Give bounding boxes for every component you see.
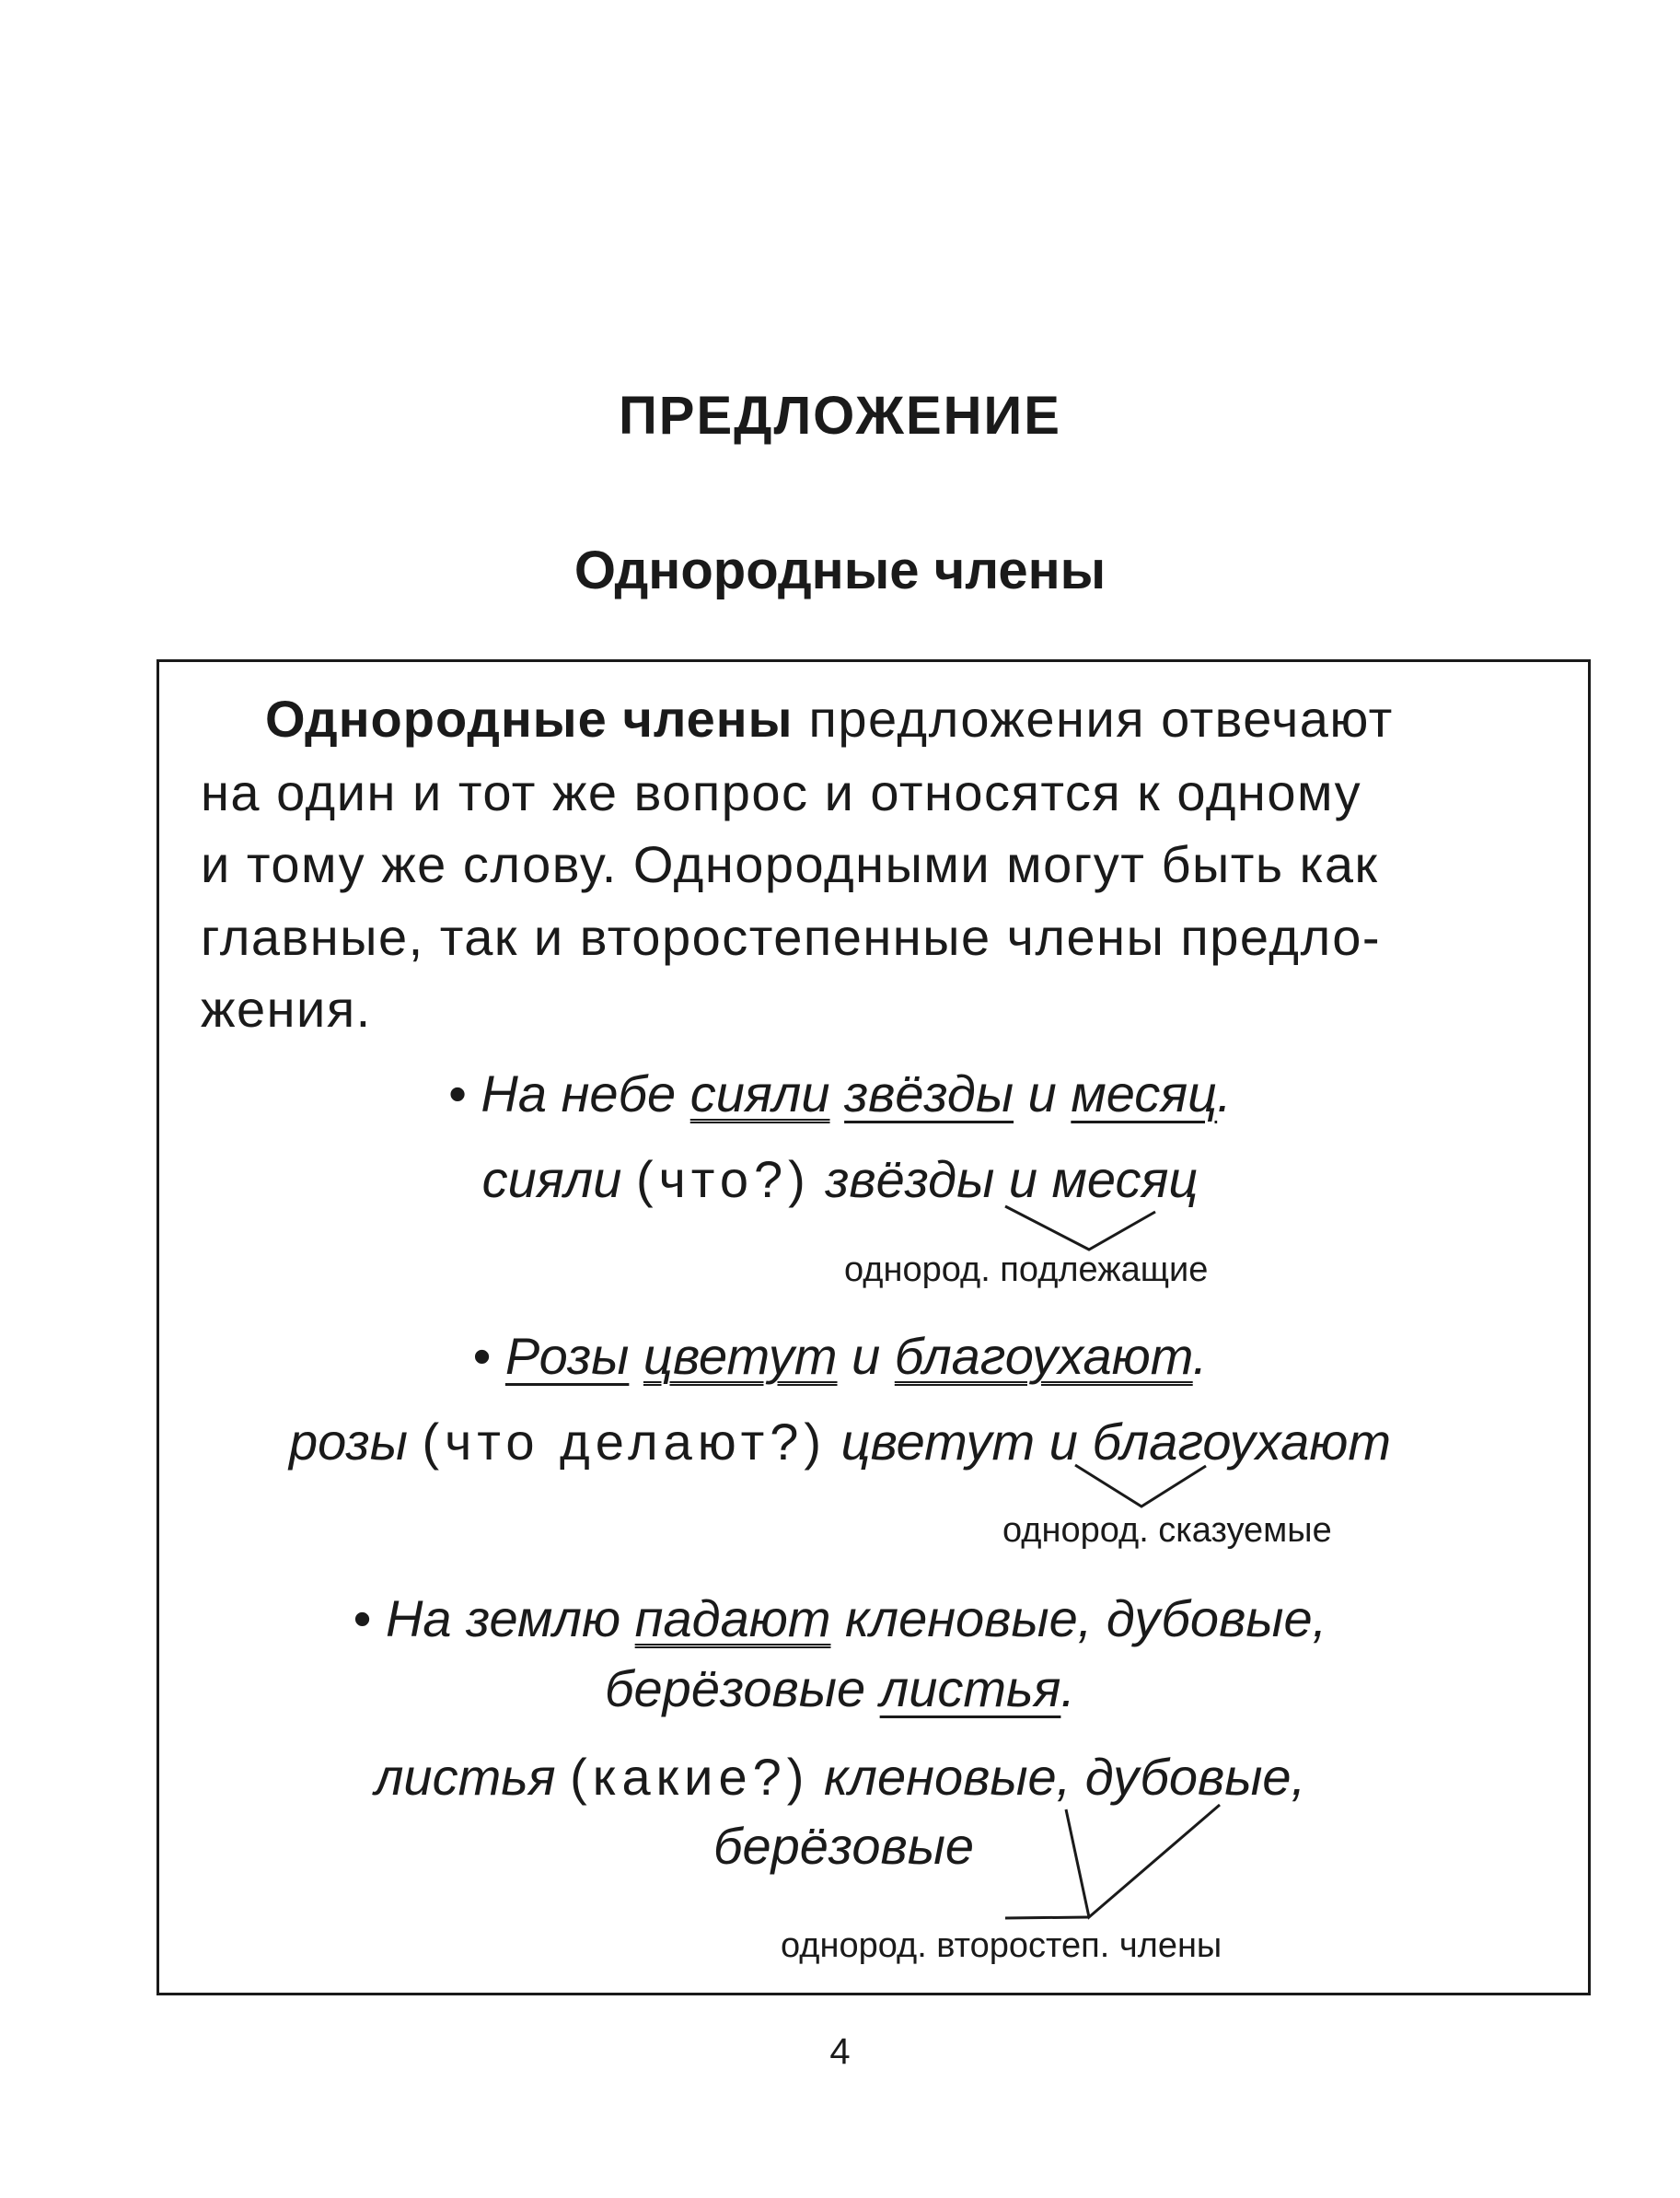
example-2-analysis: розы (что делают?) цветут и благоухают	[289, 1413, 1391, 1471]
subject-word: Розы	[504, 1327, 630, 1385]
definition-line-5: жения.	[201, 980, 372, 1038]
definition-term: Однородные члены	[265, 690, 794, 748]
definition-line-4: главные, так и второстепенные члены предло-	[201, 908, 1382, 966]
predicate-word: цветут	[643, 1327, 838, 1385]
definition-line-2: на один и тот же вопрос и относятся к одному	[201, 763, 1362, 821]
example-2-sentence: • Розы цветут и благоухают.	[472, 1327, 1208, 1385]
subject-word: листья	[879, 1659, 1061, 1717]
predicate-word: благоухают	[894, 1327, 1193, 1385]
bracket-example-2	[1075, 1465, 1206, 1506]
subject-word: звёзды	[844, 1064, 1014, 1122]
example-2-note: однород. сказуемые	[1002, 1511, 1332, 1550]
predicate-word: сияли	[689, 1064, 830, 1122]
definition-line-3: и тому же слову. Однородными могут быть как	[201, 835, 1379, 893]
example-3-sentence-line-1: • На землю падают кленовые, дубовые,	[353, 1589, 1327, 1647]
predicate-word: падают	[634, 1589, 831, 1647]
page-number: 4	[829, 2031, 851, 2072]
section-subtitle: Однородные члены	[574, 541, 1106, 600]
example-1-analysis: сияли (что?) звёзды и месяц	[481, 1150, 1199, 1208]
example-3-analysis-line-1: листья (какие?) кленовые, дубовые,	[374, 1748, 1306, 1806]
example-3-note: однород. второстеп. члены	[781, 1926, 1222, 1965]
example-3-sentence-line-2: берёзовые листья.	[605, 1659, 1075, 1717]
bracket-example-3-left	[1005, 1917, 1089, 1918]
bracket-example-3	[1066, 1805, 1220, 1917]
example-1-sentence: • На небе сияли звёзды и месяц.	[448, 1064, 1232, 1122]
bracket-example-1	[1005, 1206, 1155, 1250]
subject-word: месяц	[1071, 1064, 1218, 1122]
example-1-note: однород. подлежащие	[844, 1250, 1209, 1289]
example-3-analysis-line-2: берёзовые	[713, 1817, 975, 1875]
definition-line-1: Однородные члены предложения отвечают	[265, 690, 1394, 748]
page-title: ПРЕДЛОЖЕНИЕ	[619, 386, 1061, 446]
